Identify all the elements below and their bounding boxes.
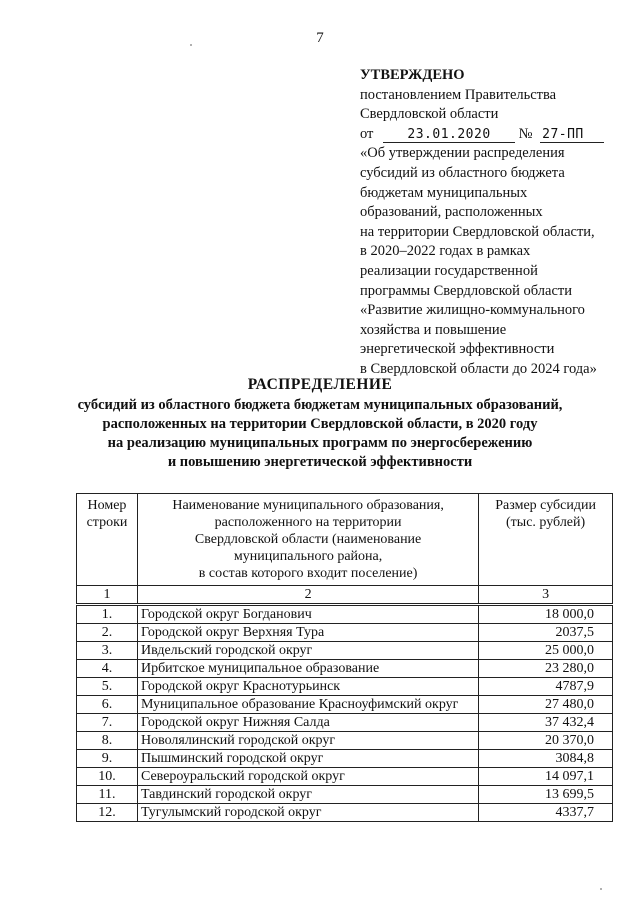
municipality-name: Новолялинский городской округ [137,732,478,750]
subsidy-amount: 20 370,0 [479,732,613,750]
approval-line: Свердловской области [360,106,499,123]
row-number: 8. [77,732,138,750]
row-number: 11. [77,786,138,804]
row-number: 3. [77,642,138,660]
about-line: образований, расположенных [360,204,543,221]
table-row [77,678,613,696]
about-line: в Свердловской области до 2024 года» [360,360,597,377]
municipality-name: Городской округ Богданович [137,605,478,624]
table-row [77,696,613,714]
about-line: в 2020–2022 годах в рамках [360,243,531,260]
table-row [77,768,613,786]
row-number: 10. [77,768,138,786]
title-line: и повышению энергетической эффективности [167,454,473,470]
header-municipality: Наименование муниципального образования, расположенного на территории Свердловской области (наименование муниципального района, в состав которого входит поселение) [137,494,478,586]
title-line: на реализацию муниципальных программ по энергосбережению [107,435,533,451]
approval-date: 23.01.2020 [383,127,515,143]
scan-speck [190,44,192,46]
column-number: 2 [137,586,478,605]
table-row [77,786,613,804]
subsidy-amount: 2037,5 [479,624,613,642]
table-header-row [77,494,613,586]
about-line: энергетической эффективности [360,341,555,358]
municipality-name: Городской округ Нижняя Салда [137,714,478,732]
municipality-name: Североуральский городской округ [137,768,478,786]
subsidy-amount: 4787,9 [479,678,613,696]
subsidy-amount: 27 480,0 [479,696,613,714]
municipality-name: Ивдельский городской округ [137,642,478,660]
distribution-table [76,493,613,822]
municipality-name: Пышминский городской округ [137,750,478,768]
table-row [77,605,613,624]
table-row [77,660,613,678]
municipality-name: Городской округ Краснотурьинск [137,678,478,696]
subsidy-amount: 37 432,4 [479,714,613,732]
approval-line: постановлением Правительства [360,86,557,103]
header-row-number: Номер строки [77,494,138,586]
municipality-name: Городской округ Верхняя Тура [137,624,478,642]
municipality-name: Тавдинский городской округ [137,786,478,804]
scan-speck [600,888,602,890]
page-number: 7 [316,30,324,46]
subsidy-amount: 25 000,0 [479,642,613,660]
table-row [77,714,613,732]
row-number: 12. [77,804,138,822]
about-line: «Развитие жилищно-коммунального [360,302,585,319]
title-line: расположенных на территории Свердловской области, в 2020 году [102,416,538,432]
column-number: 3 [479,586,613,605]
subsidy-amount: 4337,7 [479,804,613,822]
subsidy-amount: 3084,8 [479,750,613,768]
table-row [77,624,613,642]
column-numbers-row [77,586,613,605]
approval-date-line [360,125,620,145]
about-line: «Об утверждении распределения [360,145,565,162]
approval-block [360,66,620,380]
row-number: 7. [77,714,138,732]
title-line: субсидий из областного бюджета бюджетам муниципальных образований, [77,397,563,413]
table-row [77,642,613,660]
table-row [77,804,613,822]
about-line: субсидий из областного бюджета [360,164,565,181]
row-number: 5. [77,678,138,696]
municipality-name: Тугулымский городской округ [137,804,478,822]
table-body [77,605,613,822]
subsidy-amount: 14 097,1 [479,768,613,786]
municipality-name: Муниципальное образование Красноуфимский округ [137,696,478,714]
approval-number: 27-ПП [540,127,604,143]
table-row [77,750,613,768]
about-line: бюджетам муниципальных [360,184,528,201]
subsidy-amount: 13 699,5 [479,786,613,804]
about-line: реализации государственной [360,262,538,279]
about-line: на территории Свердловской области, [360,223,595,240]
approval-stamp: УТВЕРЖДЕНО [360,67,465,83]
municipality-name: Ирбитское муниципальное образование [137,660,478,678]
row-number: 9. [77,750,138,768]
subsidy-amount: 23 280,0 [479,660,613,678]
row-number: 1. [77,605,138,624]
about-line: хозяйства и повышение [360,321,507,338]
subsidy-amount: 18 000,0 [479,605,613,624]
title-main: РАСПРЕДЕЛЕНИЕ [247,376,393,393]
number-label: № [518,125,533,142]
table-row [77,732,613,750]
header-subsidy-amount: Размер субсидии (тыс. рублей) [479,494,613,586]
row-number: 2. [77,624,138,642]
row-number: 4. [77,660,138,678]
row-number: 6. [77,696,138,714]
document-title [0,376,640,472]
column-number: 1 [77,586,138,605]
about-line: программы Свердловской области [360,282,573,299]
from-label: от [360,125,374,142]
